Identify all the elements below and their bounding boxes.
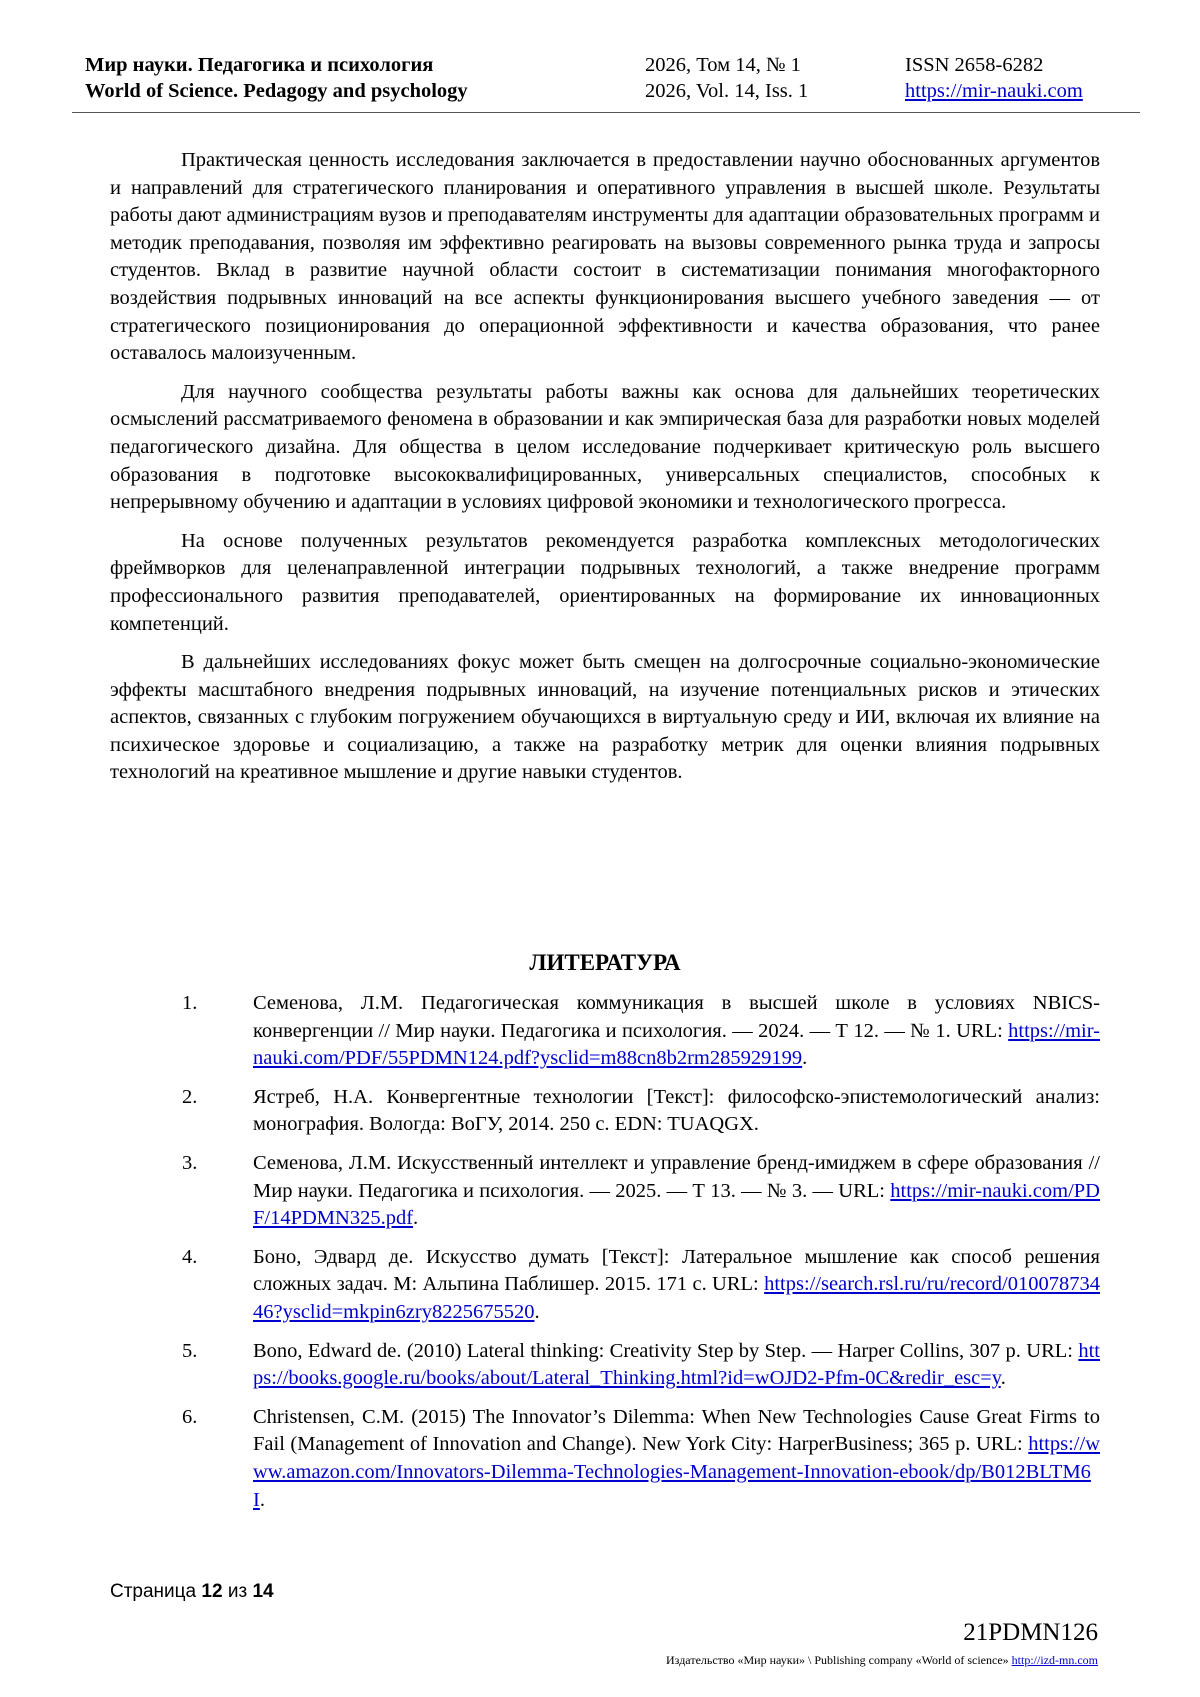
reference-number: 2.: [182, 1085, 198, 1108]
page-total: 14: [252, 1581, 274, 1602]
article-code: 21PDMN126: [963, 1619, 1098, 1646]
page-of: из: [227, 1581, 248, 1602]
reference-number: 6.: [182, 1405, 198, 1428]
journal-title-ru: Мир науки. Педагогика и психология: [85, 54, 434, 76]
reference-tail: .: [1000, 1367, 1006, 1390]
body-paragraph: В дальнейших исследованиях фокус может быть смещен на долгосрочные социально-экономические эффекты масштабного внедрения подрывных инноваций, на изучение потенциальных рисков и этических аспектов, связанных с глубоким погружением обучающихся в виртуальную среду и ИИ, включая их влияние на психическое здоровье и социализацию, а также на разработку метрик для оценки влияния подрывных технологий на креативное мышление и другие навыки студентов.: [110, 651, 1100, 784]
reference-number: 5.: [182, 1339, 198, 1362]
reference-number: 1.: [182, 992, 198, 1014]
reference-text: Bono, Edward de. (2010) Lateral thinking: Creativity Step by Step. — Harper Collins, 307 p. URL:: [253, 1339, 1079, 1362]
reference-item: [110, 990, 1100, 1073]
reference-number: 4.: [182, 1245, 198, 1268]
journal-site-link[interactable]: https://mir-nauki.com: [905, 80, 1083, 102]
body-paragraph: Практическая ценность исследования заключается в предоставлении научно обоснованных аргументов и направлений для стратегического планирования и оперативного управления в высшей школе. Результаты работы дают администрациям вузов и преподавателям инструменты для адаптации образовательных программ и методик преподавания, позволяя им эффективно реагировать на вызовы современного рынка труда и запросы студентов. Вклад в развитие научной области состоит в систематизации понимания многофакторного воздействия подрывных инноваций на все аспекты функционирования высшего учебного заведения — от стратегического позиционирования до операционной эффективности и качества образования, что ранее оставалось малоизученным.: [110, 149, 1100, 365]
reference-item: [110, 1338, 1100, 1393]
issue-ru: 2026, Том 14, № 1: [645, 54, 801, 76]
reference-link[interactable]: https://mir-nauki.com/PDF/55PDMN124.pdf?ysclid=m88cn8b2rm285929199: [253, 1019, 1100, 1070]
reference-tail: .: [534, 1300, 540, 1323]
reference-item: [110, 1150, 1100, 1233]
reference-link[interactable]: https://books.google.ru/books/about/Lateral_Thinking.html?id=wOJD2-Pfm-0C&redir_esc=y: [253, 1339, 1100, 1390]
reference-item: [110, 1084, 1100, 1139]
publisher-text: Издательство «Мир науки» \ Publishing company «World of science»: [666, 1653, 1009, 1667]
header-divider: [72, 112, 1140, 113]
page-current: 12: [201, 1581, 223, 1602]
body-paragraph: На основе полученных результатов рекомендуется разработка комплексных методологических фреймворков для целенаправленной интеграции подрывных технологий, а также внедрение программ профессионального развития преподавателей, ориентированных на формирование их инновационных компетенций.: [110, 529, 1100, 635]
page-label: Страница: [110, 1581, 197, 1602]
journal-title-en: World of Science. Pedagogy and psychology: [85, 80, 468, 102]
reference-number: 3.: [182, 1151, 198, 1174]
publisher-link[interactable]: http://izd-mn.com: [1011, 1653, 1098, 1667]
reference-tail: .: [259, 1488, 265, 1511]
reference-item: [110, 1404, 1100, 1514]
issn: ISSN 2658-6282: [905, 54, 1044, 76]
reference-text: Ястреб, Н.А. Конвергентные технологии [Текст]: философско-эпистемологический анализ: монография. Вологда: ВоГУ, 2014. 250 с. EDN: TUAQGX.: [253, 1085, 1100, 1136]
reference-link[interactable]: https://mir-nauki.com/PDF/14PDMN325.pdf: [253, 1179, 1100, 1230]
references-heading: ЛИТЕРАТУРА: [529, 950, 681, 975]
publisher-line: [666, 1652, 1098, 1668]
reference-text: Christensen, C.M. (2015) The Innovator’s Dilemma: When New Technologies Cause Great Firms to Fail (Management of Innovation and Change). New York City: HarperBusiness; 365 p. URL:: [253, 1405, 1100, 1456]
reference-link[interactable]: https://search.rsl.ru/ru/record/01007873446?ysclid=mkpin6zry8225675520: [253, 1273, 1100, 1323]
reference-text: Боно, Эдвард де. Искусство думать [Текст]: Латеральное мышление как способ решения сложных задач. М: Альпина Паблишер. 2015. 171 с. URL:: [253, 1245, 1100, 1296]
reference-list: [110, 990, 1100, 1525]
body-paragraph: Для научного сообщества результаты работы важны как основа для дальнейших теоретических осмыслений рассматриваемого феномена в образовании и как эмпирическая база для разработки новых моделей педагогического дизайна. Для общества в целом исследование подчеркивает критическую роль высшего образования в подготовке высококвалифицированных, универсальных специалистов, способных к непрерывному обучению и адаптации в условиях цифровой экономики и технологического прогресса.: [110, 380, 1100, 514]
page-number: [110, 1580, 274, 1604]
reference-tail: .: [413, 1207, 419, 1230]
reference-text: Семенова, Л.М. Педагогическая коммуникация в высшей школе в условиях NBICS-конвергенции // Мир науки. Педагогика и психология. — 2024. — Т 12. — № 1. URL:: [253, 992, 1100, 1042]
issue-en: 2026, Vol. 14, Iss. 1: [645, 80, 809, 102]
article-body: [110, 147, 1100, 798]
reference-tail: .: [802, 1047, 808, 1070]
reference-link[interactable]: https://www.amazon.com/Innovators-Dilemma-Technologies-Management-Innovation-ebook/dp/B012BLTM6I: [253, 1433, 1100, 1511]
reference-text: Семенова, Л.М. Искусственный интеллект и управление бренд-имиджем в сфере образования // Мир науки. Педагогика и психология. — 2025. — Т 13. — № 3. — URL:: [253, 1151, 1100, 1202]
reference-item: [110, 1244, 1100, 1327]
